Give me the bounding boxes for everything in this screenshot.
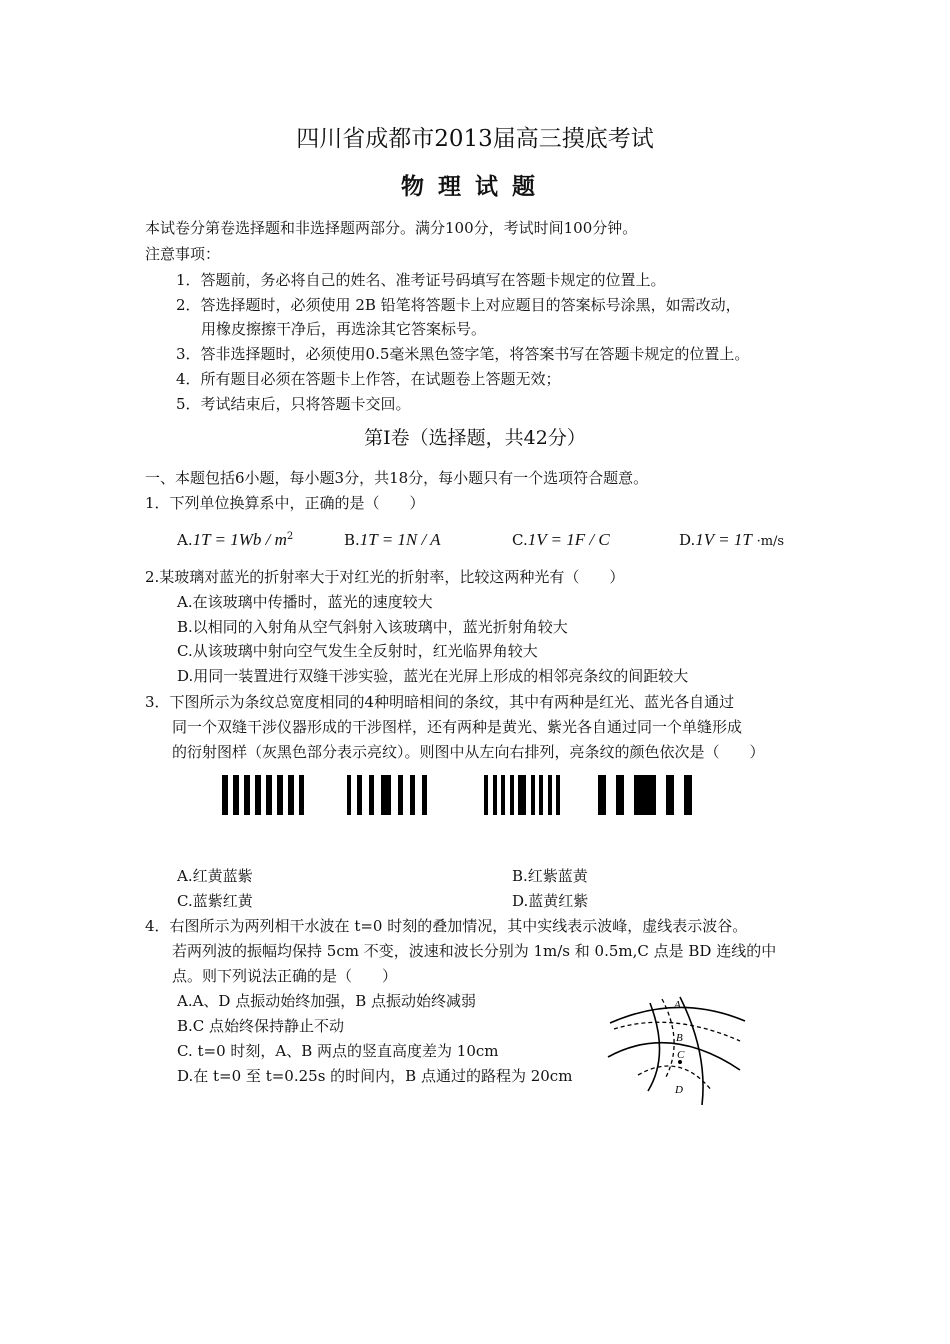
fringe-bar bbox=[369, 775, 374, 815]
q2-option-c: C.从该玻璃中射向空气发生全反射时，红光临界角较大 bbox=[177, 642, 538, 660]
fringe-bar bbox=[222, 775, 228, 815]
point-b-label: B bbox=[676, 1032, 683, 1044]
question-4-stem: 4．右图所示为两列相干水波在 t=0 时刻的叠加情况，其中实线表示波峰，虚线表示波谷。 bbox=[145, 917, 748, 935]
note-item: 用橡皮擦擦干净后，再选涂其它答案标号。 bbox=[201, 320, 487, 338]
question-3-stem: 的衍射图样（灰黑色部分表示亮纹）。则图中从左向右排列，亮条纹的颜色依次是（ ） bbox=[172, 743, 765, 761]
page-title: 四川省成都市2013届高三摸底考试 bbox=[296, 126, 654, 152]
point-a-label: A bbox=[674, 999, 681, 1011]
q4-option-d: D.在 t=0 至 t=0.25s 的时间内，B 点通过的路程为 20cm bbox=[177, 1067, 573, 1085]
q2-option-d: D.用同一装置进行双缝干涉实验，蓝光在光屏上形成的相邻亮条纹的间距较大 bbox=[177, 667, 689, 685]
fringe-bar bbox=[548, 775, 552, 815]
wave-interference-figure bbox=[600, 995, 750, 1110]
fringe-bar bbox=[598, 775, 606, 815]
fringe-bar bbox=[510, 775, 514, 815]
fringe-bar bbox=[484, 775, 488, 815]
note-item: 2．答选择题时，必须使用 2B 铅笔将答题卡上对应题目的答案标号涂黑，如需改动， bbox=[176, 296, 741, 314]
fringe-bar bbox=[233, 775, 239, 815]
option-formula: 1T = 1N / A bbox=[359, 530, 441, 549]
point-c-label: C bbox=[677, 1049, 685, 1061]
option-label: A. bbox=[177, 531, 193, 549]
section-heading: 第Ⅰ卷（选择题，共42分） bbox=[364, 427, 586, 449]
option-formula: 1V = 1T bbox=[695, 530, 752, 549]
fringe-bar bbox=[357, 775, 362, 815]
fringe-bar bbox=[518, 775, 526, 815]
q3-option-b: B.红紫蓝黄 bbox=[512, 867, 588, 885]
q1-option-a bbox=[177, 530, 293, 550]
fringe-bar bbox=[398, 775, 403, 815]
fringe-bar bbox=[255, 775, 261, 815]
fringe-bar bbox=[556, 775, 560, 815]
fringe-bar bbox=[410, 775, 415, 815]
note-item: 3．答非选择题时，必须使用0.5毫米黑色签字笔，将答案书写在答题卡规定的位置上。 bbox=[176, 345, 750, 363]
option-label: D. bbox=[679, 531, 696, 549]
option-superscript: 2 bbox=[286, 531, 294, 542]
fringe-bar bbox=[493, 775, 497, 815]
fringe-bar bbox=[666, 775, 674, 815]
note-item: 1．答题前，务必将自己的姓名、准考证号码填写在答题卡规定的位置上。 bbox=[176, 271, 666, 289]
fringe-pattern-4 bbox=[598, 775, 692, 815]
question-2-stem: 2.某玻璃对蓝光的折射率大于对红光的折射率，比较这两种光有（ ） bbox=[145, 568, 625, 586]
q3-option-d: D.蓝黄红紫 bbox=[512, 892, 589, 910]
fringe-bar bbox=[244, 775, 250, 815]
q4-option-c: C. t=0 时刻，A、B 两点的竖直高度差为 10cm bbox=[177, 1042, 499, 1060]
intro-line: 本试卷分第卷选择题和非选择题两部分。满分100分，考试时间100分钟。 bbox=[145, 219, 638, 237]
option-unit: ·m/s bbox=[756, 534, 785, 549]
fringe-pattern-3 bbox=[484, 775, 564, 815]
fringe-bar bbox=[299, 775, 304, 815]
question-4-stem: 点。则下列说法正确的是（ ） bbox=[172, 967, 398, 985]
page-subtitle: 物理试题 bbox=[401, 174, 549, 200]
crest-line bbox=[648, 1003, 660, 1091]
option-formula: 1V = 1F / C bbox=[527, 530, 610, 549]
question-1-stem: 1．下列单位换算系中，正确的是（ ） bbox=[145, 494, 425, 512]
question-3-stem: 同一个双缝干涉仪器形成的干涉图样，还有两种是黄光、紫光各自通过同一个单缝形成 bbox=[172, 718, 743, 736]
q3-option-a: A.红黄蓝紫 bbox=[177, 867, 253, 885]
fringe-bar bbox=[634, 775, 656, 815]
notes-title: 注意事项： bbox=[145, 245, 221, 263]
option-formula: 1T = 1Wb / m bbox=[192, 530, 287, 549]
q1-option-c bbox=[512, 530, 610, 550]
note-item: 5．考试结束后，只将答题卡交回。 bbox=[176, 395, 411, 413]
fringe-bar bbox=[539, 775, 543, 815]
question-4-stem: 若两列波的振幅均保持 5cm 不变，波速和波长分别为 1m/s 和 0.5m,C 点是 BD 连线的中 bbox=[172, 942, 777, 960]
q2-option-a: A.在该玻璃中传播时，蓝光的速度较大 bbox=[177, 593, 433, 611]
question-3-stem: 3．下图所示为条纹总宽度相同的4种明暗相间的条纹，其中有两种是红光、蓝光各自通过 bbox=[145, 693, 735, 711]
q1-option-b bbox=[344, 530, 441, 550]
q4-option-a: A.A、D 点振动始终加强，B 点振动始终减弱 bbox=[177, 992, 477, 1010]
fringe-bar bbox=[501, 775, 505, 815]
fringe-bar bbox=[277, 775, 283, 815]
fringe-bar bbox=[288, 775, 294, 815]
fringe-bar bbox=[531, 775, 535, 815]
fringe-bar bbox=[266, 775, 272, 815]
fringe-bar bbox=[616, 775, 624, 815]
q3-option-c: C.蓝紫红黄 bbox=[177, 892, 253, 910]
option-label: B. bbox=[344, 531, 360, 549]
fringe-bar bbox=[422, 775, 427, 815]
q1-option-d bbox=[679, 530, 784, 550]
fringe-bar bbox=[381, 775, 391, 815]
q2-option-b: B.以相同的入射角从空气斜射入该玻璃中，蓝光折射角较大 bbox=[177, 618, 568, 636]
point-d-label: D bbox=[675, 1084, 683, 1096]
fringe-pattern-1 bbox=[222, 775, 304, 815]
note-item: 4．所有题目必须在答题卡上作答，在试题卷上答题无效； bbox=[176, 370, 561, 388]
fringe-pattern-2 bbox=[347, 775, 427, 815]
fringe-bar bbox=[347, 775, 351, 815]
fringe-bar bbox=[684, 775, 692, 815]
option-label: C. bbox=[512, 531, 528, 549]
trough-line bbox=[662, 999, 674, 1077]
section-instruction: 一、本题包括6小题，每小题3分，共18分，每小题只有一个选项符合题意。 bbox=[145, 469, 649, 487]
q4-option-b: B.C 点始终保持静止不动 bbox=[177, 1017, 345, 1035]
